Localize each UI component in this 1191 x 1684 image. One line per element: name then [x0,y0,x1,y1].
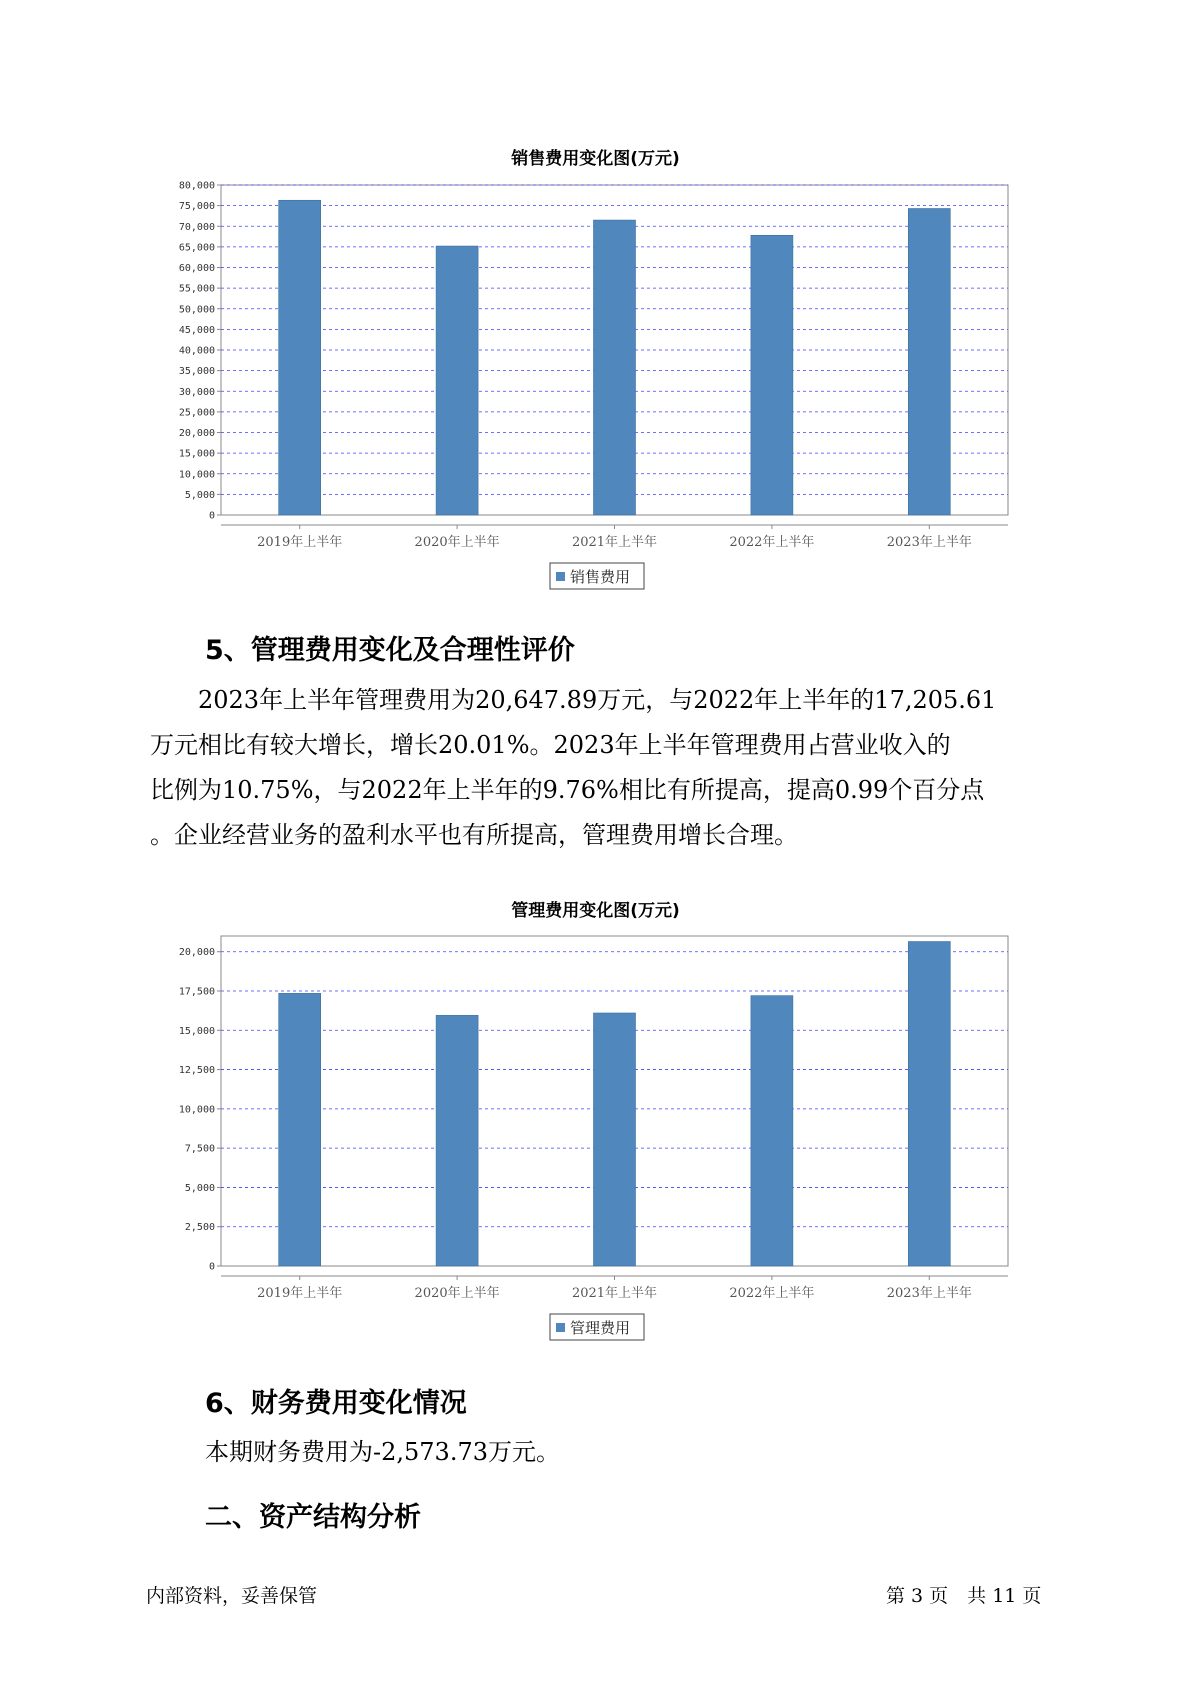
bar [436,1015,478,1266]
legend-swatch [556,1323,565,1332]
y-tick-label: 5,000 [184,489,215,501]
paragraph-line: 比例为10.75%，与2022年上半年的9.76%相比有所提高，提高0.99个百分点 [150,776,985,804]
x-tick-label: 2021年上半年 [571,535,658,550]
y-tick-label: 20,000 [178,947,215,959]
finance-expense-heading: 6、财务费用变化情况 [205,1388,467,1419]
y-tick-label: 40,000 [178,345,215,357]
x-tick-label: 2023年上半年 [886,535,972,550]
y-tick-label: 75,000 [178,201,215,213]
y-tick-label: 10,000 [178,469,215,481]
bar [594,220,636,515]
y-tick-label: 12,500 [178,1065,215,1077]
footer-confidential: 内部资料，妥善保管 [146,1585,318,1607]
x-tick-label: 2019年上半年 [257,535,343,550]
paragraph-line: 本期财务费用为-2,573.73万元。 [205,1438,560,1466]
asset-structure-heading: 二、资产结构分析 [205,1502,421,1533]
finance-expense-text [205,1430,1135,1475]
admin-expense-chart [0,912,1191,1337]
y-tick-label: 0 [208,1261,215,1273]
y-tick-label: 80,000 [178,180,215,192]
y-tick-label: 70,000 [178,221,215,233]
y-tick-label: 10,000 [178,1104,215,1116]
y-tick-label: 0 [208,510,215,522]
y-tick-label: 5,000 [184,1182,215,1194]
y-tick-label: 30,000 [178,386,215,398]
bar [279,993,321,1266]
bar [908,942,950,1266]
bar [594,1013,636,1266]
x-tick-label: 2023年上半年 [886,1286,972,1301]
y-tick-label: 17,500 [178,986,215,998]
y-tick-label: 65,000 [178,242,215,254]
y-tick-label: 60,000 [178,263,215,274]
x-tick-label: 2021年上半年 [571,1286,658,1301]
bar [279,200,321,515]
x-tick-label: 2020年上半年 [414,535,500,550]
x-tick-label: 2019年上半年 [257,1286,343,1301]
y-tick-label: 55,000 [178,283,215,295]
bar [751,235,793,515]
x-tick-label: 2020年上半年 [414,1286,500,1301]
admin-expense-heading: 5、管理费用变化及合理性评价 [205,635,575,666]
y-tick-label: 15,000 [178,448,215,460]
legend-label: 销售费用 [570,568,631,586]
bar [908,209,950,515]
y-tick-label: 35,000 [178,366,215,378]
paragraph-line: 。企业经营业务的盈利水平也有所提高，管理费用增长合理。 [150,821,798,849]
y-tick-label: 50,000 [178,304,215,316]
legend-swatch [556,572,565,581]
y-tick-label: 7,500 [184,1143,215,1155]
admin-expense-paragraph [150,678,1080,858]
y-tick-label: 25,000 [178,407,215,419]
y-tick-label: 20,000 [178,428,215,439]
x-tick-label: 2022年上半年 [729,535,815,550]
bar [751,996,793,1266]
y-tick-label: 45,000 [178,324,215,336]
y-tick-label: 2,500 [184,1222,215,1234]
y-tick-label: 15,000 [178,1025,215,1037]
paragraph-line: 万元相比有较大增长，增长20.01%。2023年上半年管理费用占营业收入的 [150,731,951,759]
admin-chart-title: 管理费用变化图(万元) [511,901,680,921]
legend-label: 管理费用 [570,1319,631,1337]
sales-expense-chart [0,160,1191,586]
bar [436,246,478,515]
x-tick-label: 2022年上半年 [729,1286,815,1301]
footer-page-number: 第 3 页 共 11 页 [886,1585,1042,1607]
paragraph-line: 2023年上半年管理费用为20,647.89万元，与2022年上半年的17,205.61 [198,686,997,714]
sales-chart-title: 销售费用变化图(万元) [511,149,680,169]
